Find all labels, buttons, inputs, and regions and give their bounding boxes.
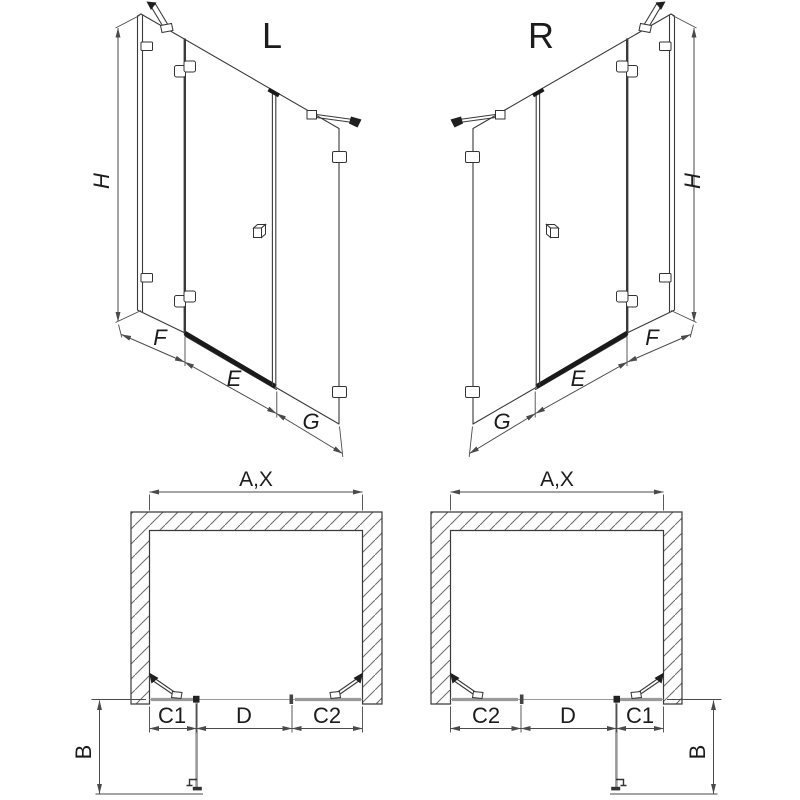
dim-label-d-plan-right: D bbox=[560, 703, 576, 728]
dim-label-width-plan-left: A,X bbox=[239, 468, 273, 491]
dim-label-fixed-left: F bbox=[153, 325, 167, 350]
dim-label-c2-plan-left: C2 bbox=[312, 703, 342, 728]
corner-brace-icon bbox=[330, 673, 363, 699]
dim-label-d-plan-left: D bbox=[236, 703, 252, 728]
plan-right-walls bbox=[431, 512, 682, 704]
dim-label-depth-plan-left: B bbox=[71, 744, 96, 760]
dim-label-door-left: E bbox=[226, 366, 242, 391]
variant-title-right: R bbox=[528, 15, 554, 56]
variant-title-left: L bbox=[261, 15, 283, 56]
plan-left-walls bbox=[131, 512, 382, 704]
dim-label-depth-plan-right: B bbox=[685, 744, 710, 760]
dim-label-side-left: G bbox=[302, 409, 320, 434]
dim-label-door-right: E bbox=[570, 366, 586, 391]
panel-bracket-icon bbox=[333, 152, 347, 163]
dim-label-width-plan-right: A,X bbox=[540, 468, 574, 491]
hinge-top-icon bbox=[175, 61, 196, 77]
wall-clamp-icon bbox=[141, 274, 153, 283]
door-knob-icon bbox=[254, 225, 266, 238]
door-end-cap-icon bbox=[193, 787, 202, 791]
rod-clamp-icon bbox=[161, 24, 174, 33]
dim-label-c1-plan-left: C1 bbox=[157, 703, 187, 728]
dim-label-c1-plan-right: C1 bbox=[625, 703, 655, 728]
door-pivot-icon bbox=[193, 696, 200, 703]
dim-label-height-left: H bbox=[89, 173, 114, 189]
closing-profile-icon bbox=[290, 695, 294, 705]
wall-clamp-icon bbox=[141, 42, 153, 51]
rod-anchor-icon bbox=[147, 2, 157, 11]
dim-label-fixed-right: F bbox=[645, 325, 659, 350]
panel-bracket-icon bbox=[333, 387, 347, 398]
dim-label-height-right: H bbox=[680, 173, 705, 189]
dim-label-c2-plan-right: C2 bbox=[471, 703, 501, 728]
dim-label-side-right: G bbox=[493, 409, 511, 434]
corner-brace-icon bbox=[149, 673, 182, 699]
rod-clamp-icon bbox=[307, 111, 317, 120]
hinge-bottom-icon bbox=[175, 291, 196, 307]
rod-anchor-icon bbox=[349, 117, 362, 128]
